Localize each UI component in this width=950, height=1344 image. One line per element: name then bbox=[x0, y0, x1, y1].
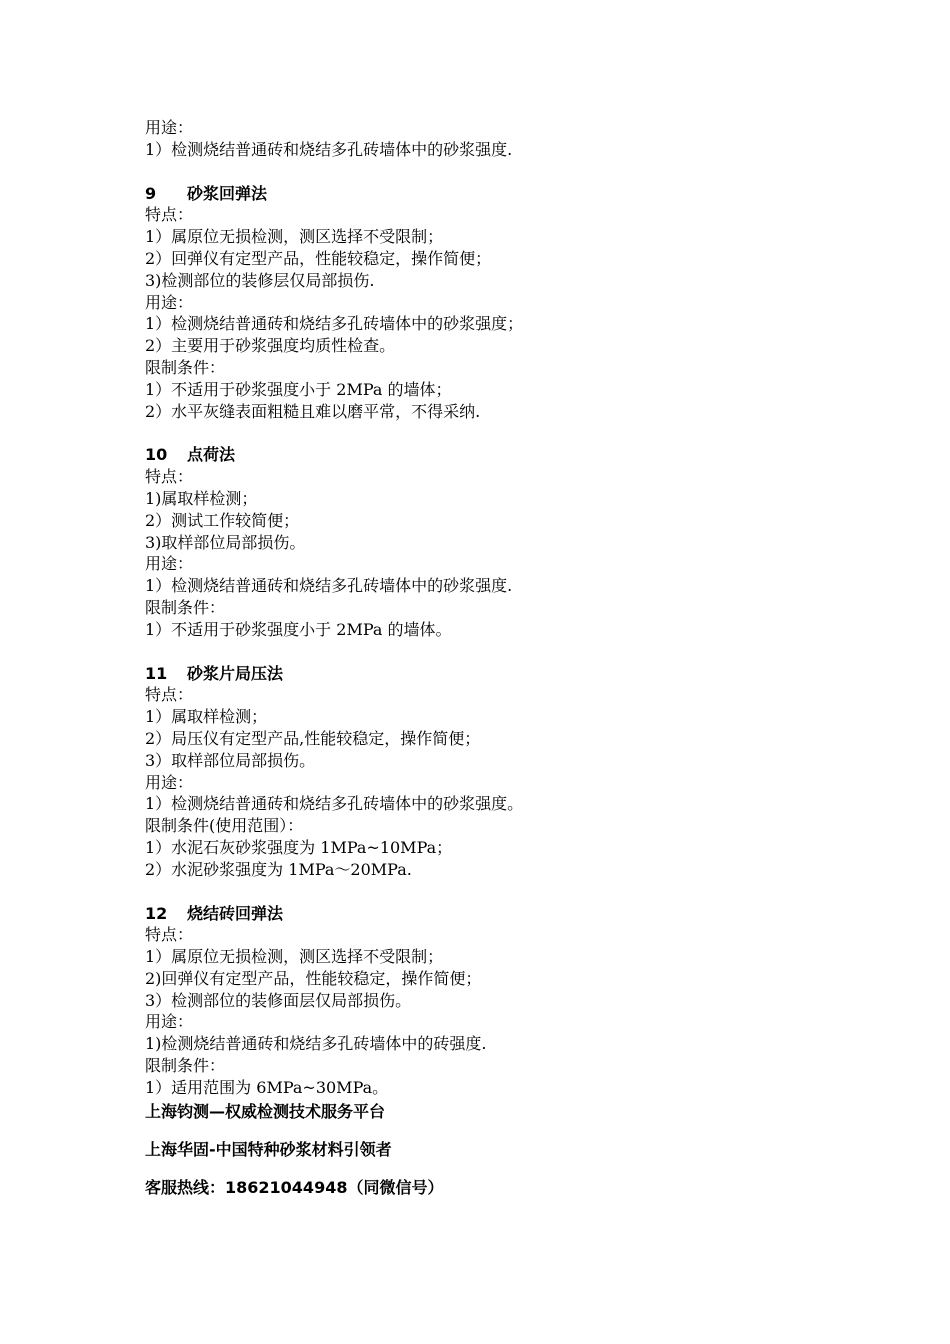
section-number: 10 bbox=[145, 445, 168, 465]
section-line: 用途： bbox=[145, 772, 194, 792]
section-title: 砂浆回弹法 bbox=[187, 183, 268, 203]
section-line: 特点： bbox=[145, 685, 194, 705]
footer-hotline: 客服热线：18621044948（同微信号） bbox=[145, 1177, 444, 1197]
section-line: 限制条件： bbox=[145, 357, 226, 377]
section-line: 3）检测部位的装修面层仅局部损伤。 bbox=[145, 990, 412, 1010]
section-line: 1）属取样检测； bbox=[145, 707, 268, 727]
footer-block bbox=[145, 1101, 905, 1199]
section-title: 砂浆片局压法 bbox=[187, 663, 284, 683]
intro-line: 1）检测烧结普通砖和烧结多孔砖墙体中的砂浆强度. bbox=[145, 139, 513, 159]
section-line: 3）取样部位局部损伤。 bbox=[145, 750, 316, 770]
section-heading bbox=[145, 663, 905, 685]
document-body bbox=[145, 117, 905, 1199]
section-line: 2)回弹仪有定型产品，性能较稳定，操作简便； bbox=[145, 968, 482, 988]
section-heading bbox=[145, 183, 905, 205]
section-line: 3)取样部位局部损伤。 bbox=[145, 532, 306, 552]
section-line: 2）局压仪有定型产品,性能较稳定，操作简便； bbox=[145, 728, 481, 748]
section-line: 限制条件： bbox=[145, 597, 226, 617]
section-title: 点荷法 bbox=[187, 445, 236, 465]
section-10 bbox=[145, 444, 905, 640]
section-9 bbox=[145, 183, 905, 423]
section-line: 用途： bbox=[145, 1012, 194, 1032]
section-line: 限制条件： bbox=[145, 1056, 226, 1076]
footer-company: 上海华固-中国特种砂浆材料引领者 bbox=[145, 1139, 392, 1159]
section-line: 1）水泥石灰砂浆强度为 1MPa~10MPa； bbox=[145, 837, 453, 857]
section-line: 2）水泥砂浆强度为 1MPa～20MPa. bbox=[145, 859, 412, 879]
section-line: 1）属原位无损检测，测区选择不受限制； bbox=[145, 947, 444, 967]
section-line: 特点： bbox=[145, 205, 194, 225]
section-title: 烧结砖回弹法 bbox=[187, 903, 284, 923]
section-line: 1）属原位无损检测，测区选择不受限制； bbox=[145, 227, 444, 247]
section-line: 2）测试工作较简便； bbox=[145, 510, 300, 530]
section-line: 3)检测部位的装修层仅局部损伤. bbox=[145, 270, 375, 290]
section-line: 1）不适用于砂浆强度小于 2MPa 的墙体； bbox=[145, 379, 452, 399]
section-line: 2）主要用于砂浆强度均质性检查。 bbox=[145, 336, 396, 356]
intro-block bbox=[145, 117, 905, 161]
section-heading bbox=[145, 444, 905, 466]
section-number: 9 bbox=[145, 183, 157, 203]
footer-platform: 上海钧测—权威检测技术服务平台 bbox=[145, 1101, 386, 1121]
section-line: 2）水平灰缝表面粗糙且难以磨平常，不得采纳. bbox=[145, 401, 481, 421]
section-line: 1)属取样检测； bbox=[145, 488, 258, 508]
section-heading bbox=[145, 903, 905, 925]
section-line: 1)检测烧结普通砖和烧结多孔砖墙体中的砖强度. bbox=[145, 1034, 487, 1054]
section-line: 限制条件(使用范围）： bbox=[145, 816, 304, 836]
section-number: 11 bbox=[145, 663, 168, 683]
section-line: 1）检测烧结普通砖和烧结多孔砖墙体中的砂浆强度。 bbox=[145, 794, 524, 814]
section-line: 1）检测烧结普通砖和烧结多孔砖墙体中的砂浆强度. bbox=[145, 576, 513, 596]
section-line: 用途： bbox=[145, 554, 194, 574]
section-line: 1）检测烧结普通砖和烧结多孔砖墙体中的砂浆强度； bbox=[145, 314, 524, 334]
section-line: 2）回弹仪有定型产品，性能较稳定，操作简便； bbox=[145, 248, 492, 268]
section-number: 12 bbox=[145, 903, 168, 923]
section-11 bbox=[145, 663, 905, 881]
section-line: 特点： bbox=[145, 467, 194, 487]
section-line: 1）适用范围为 6MPa~30MPa。 bbox=[145, 1077, 389, 1097]
section-line: 1）不适用于砂浆强度小于 2MPa 的墙体。 bbox=[145, 619, 452, 639]
section-12 bbox=[145, 903, 905, 1099]
section-line: 特点： bbox=[145, 925, 194, 945]
intro-line: 用途： bbox=[145, 118, 194, 137]
section-line: 用途： bbox=[145, 292, 194, 312]
